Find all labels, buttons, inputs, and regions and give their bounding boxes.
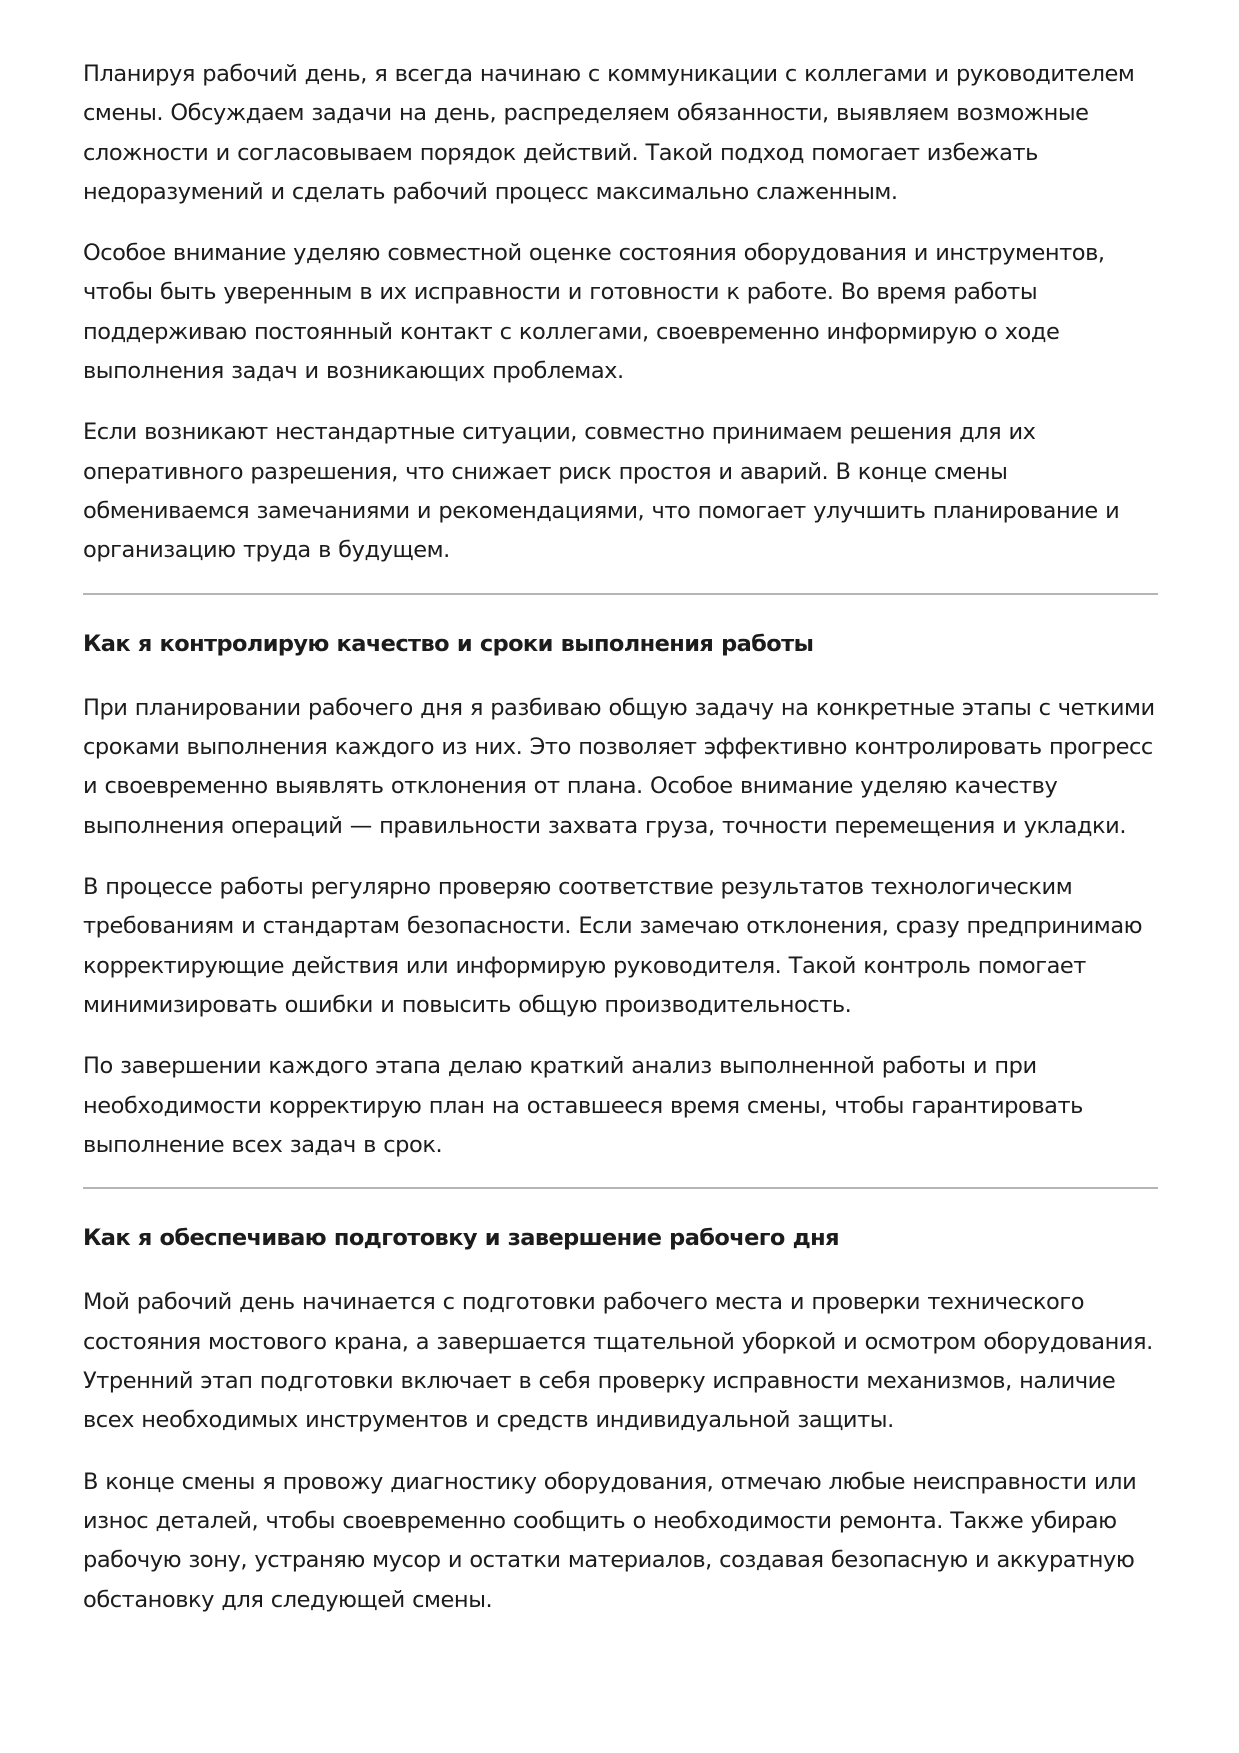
section-preparation: [83, 1219, 1158, 1620]
paragraph: В конце смены я провожу диагностику оборудования, отмечаю любые неисправности или износ деталей, чтобы своевременно сообщить о необходимости ремонта. Также убираю рабочую зону, устраняю мусор и остатки материалов, создавая безопасную и аккуратную обстановку для следующей смены.: [83, 1468, 1137, 1613]
paragraph: Особое внимание уделяю совместной оценке состояния оборудования и инструментов, чтобы быть уверенным в их исправности и готовности к работе. Во время работы поддерживаю постоянный контакт с коллегами, своевременно информирую о ходе выполнения задач и возникающих проблемах.: [83, 240, 1105, 385]
section-divider: [83, 1187, 1158, 1189]
section-quality-control: [83, 625, 1158, 1166]
section-divider: [83, 593, 1158, 595]
paragraph: По завершении каждого этапа делаю краткий анализ выполненной работы и при необходимости корректирую план на оставшееся время смены, чтобы гарантировать выполнение всех задач в срок.: [83, 1053, 1083, 1158]
paragraph: Мой рабочий день начинается с подготовки рабочего места и проверки технического состояния мостового крана, а завершается тщательной уборкой и осмотром оборудования. Утренний этап подготовки включает в себя проверку исправности механизмов, наличие всех необходимых инструментов и средств индивидуальной защиты.: [83, 1289, 1153, 1434]
document-page: [83, 55, 1158, 1642]
paragraph: Планируя рабочий день, я всегда начинаю с коммуникации с коллегами и руководителем смены. Обсуждаем задачи на день, распределяем обязанности, выявляем возможные сложности и согласовываем порядок действий. Такой подход помогает избежать недоразумений и сделать рабочий процесс максимально слаженным.: [83, 61, 1135, 205]
paragraph: Если возникают нестандартные ситуации, совместно принимаем решения для их оперативного разрешения, что снижает риск простоя и аварий. В конце смены обмениваемся замечаниями и рекомендациями, что помогает улучшить планирование и организацию труда в будущем.: [83, 419, 1120, 564]
section-heading: Как я контролирую качество и сроки выполнения работы: [83, 630, 814, 657]
paragraph: В процессе работы регулярно проверяю соответствие результатов технологическим требованиям и стандартам безопасности. Если замечаю отклонения, сразу предпринимаю корректирующие действия или информирую руководителя. Такой контроль помогает минимизировать ошибки и повысить общую производительность.: [83, 874, 1143, 1018]
section-heading: Как я обеспечиваю подготовку и завершение рабочего дня: [83, 1225, 839, 1252]
paragraph: При планировании рабочего дня я разбиваю общую задачу на конкретные этапы с четкими сроками выполнения каждого из них. Это позволяет эффективно контролировать прогресс и своевременно выявлять отклонения от плана. Особое внимание уделяю качеству выполнения операций — правильности захвата груза, точности перемещения и укладки.: [83, 694, 1155, 839]
section-teamwork: [83, 55, 1158, 571]
